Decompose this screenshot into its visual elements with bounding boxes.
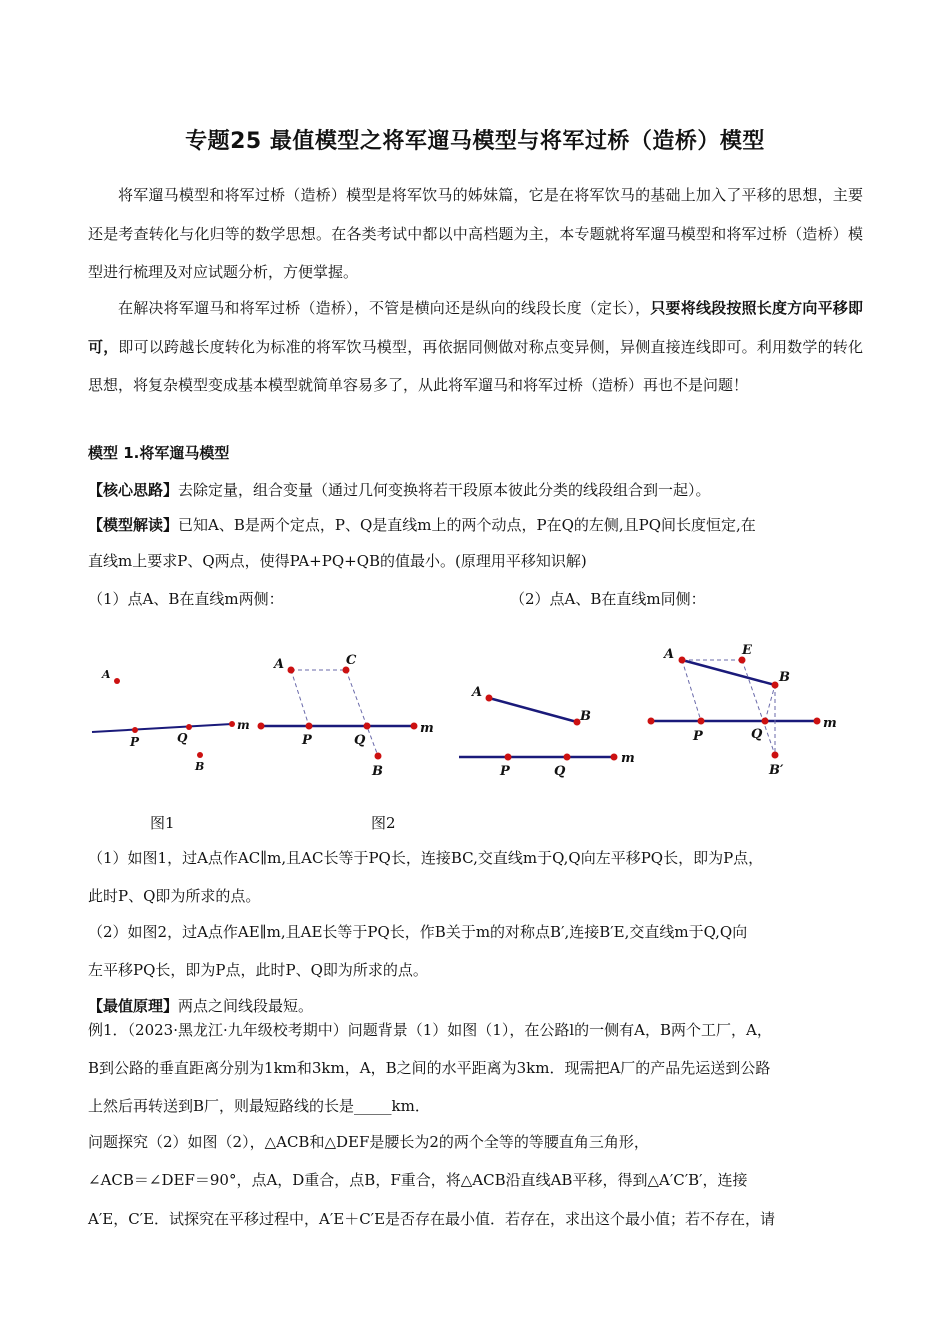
case2-label: （2）点A、B在直线m同侧：	[510, 590, 706, 608]
fig2b-point-p	[698, 718, 705, 725]
fig2b-point-q	[762, 718, 769, 725]
fig2b-label-p: P	[693, 729, 703, 744]
fig1a-label-q: Q	[177, 731, 188, 745]
example-line6: A′E，C′E．试探究在平移过程中，A′E＋C′E是否存在最小值．若存在，求出这个最小值；若不存在，请	[88, 1210, 776, 1228]
model-figures	[0, 630, 950, 805]
fig2b-segment-ab	[682, 660, 775, 685]
principle-text: 两点之间线段最短。	[178, 997, 314, 1015]
model-interpretation-line1	[88, 513, 868, 537]
fig2a-label-m: m	[621, 751, 635, 766]
core-text: 去除定量，组合变量（通过几何变换将若干段原本彼此分类的线段组合到一起）。	[178, 481, 711, 499]
fig2a-point-p	[505, 754, 512, 761]
intro-p2-text-a: 在解决将军遛马和将军过桥（造桥），不管是横向还是纵向的线段长度（定长），	[118, 299, 651, 317]
fig1a-label-b: B	[195, 760, 205, 773]
intro-paragraph-2	[88, 289, 863, 405]
fig1a-point-m	[229, 721, 235, 727]
example-line3: 上然后再转送到B厂，则最短路线的长是_____km．	[88, 1097, 430, 1115]
solution1-line2: 此时P、Q即为所求的点。	[88, 887, 261, 905]
fig1b-label-c: C	[346, 653, 357, 668]
fig1b-point-p	[306, 723, 313, 730]
fig2a-label-p: P	[500, 764, 510, 779]
fig1a-point-p	[132, 727, 138, 733]
core-idea	[88, 478, 868, 502]
solution2-line2: 左平移PQ长，即为P点，此时P、Q即为所求的点。	[88, 961, 428, 979]
fig1a-point-a	[114, 678, 120, 684]
example-line1: 例1．（2023·黑龙江·九年级校考期中）问题背景（1）如图（1），在公路l的一侧有A，B两个工厂，A，	[88, 1021, 772, 1039]
principle-label: 【最值原理】	[88, 997, 179, 1015]
fig1b-label-p: P	[302, 733, 312, 748]
fig2b-label-bprime: B′	[769, 763, 784, 778]
fig2a-segment-ab	[489, 698, 577, 722]
fig1-caption: 图1	[150, 814, 175, 832]
fig2b-dash-ap	[682, 660, 701, 721]
intro-p2-bold: 只要将线段按照长度方向平移即可，	[88, 299, 863, 356]
fig1a-label-m: m	[237, 718, 250, 732]
fig1b-point-left	[258, 723, 265, 730]
case1-label: （1）点A、B在直线m两侧：	[88, 590, 284, 608]
fig1b-point-m	[411, 723, 418, 730]
fig1a-point-q	[186, 724, 192, 730]
example-line4: 问题探究（2）如图（2），△ACB和△DEF是腰长为2的两个全等的等腰直角三角形，	[88, 1133, 649, 1151]
fig2a-point-a	[486, 695, 493, 702]
solution2-line1: （2）如图2，过A点作AE∥m,且AE长等于PQ长，作B关于m的对称点B′,连接B′E,交直线m于Q,Q向	[88, 923, 748, 941]
solution1-line1: （1）如图1，过A点作AC∥m,且AC长等于PQ长，连接BC,交直线m于Q,Q向左平移PQ长，即为P点，	[88, 849, 764, 867]
fig2b-point-a	[679, 657, 686, 664]
fig1b-point-q	[364, 723, 371, 730]
fig2a-label-a: A	[472, 685, 483, 700]
interp-line1: 已知A、B是两个定点，P、Q是直线m上的两个动点，P在Q的左侧,且PQ间长度恒定,在	[178, 516, 756, 534]
fig1b-label-q: Q	[354, 733, 366, 748]
fig2b-label-e: E	[742, 643, 752, 658]
fig2a-point-m	[611, 754, 618, 761]
fig2b-point-m	[814, 718, 821, 725]
fig1b-label-m: m	[420, 721, 434, 736]
fig2b-label-a: A	[664, 647, 675, 662]
principle	[88, 994, 868, 1018]
intro-paragraph-1: 将军遛马模型和将军过桥（造桥）模型是将军饮马的姊妹篇，它是在将军饮马的基础上加入了平移的思想，主要还是考查转化与化归等的数学思想。在各类考试中都以中高档题为主，本专题就将军遛马模型和将军过桥（造桥）模型进行梳理及对应试题分析，方便掌握。	[88, 186, 863, 281]
fig1b-label-b: B	[372, 764, 383, 779]
example-line2: B到公路的垂直距离分别为1km和3km，A，B之间的水平距离为3km．现需把A厂的产品先运送到公路	[88, 1059, 771, 1077]
fig2b-point-b	[772, 682, 779, 689]
example-line5: ∠ACB＝∠DEF＝90°，点A，D重合，点B，F重合，将△ACB沿直线AB平移，得到△A′C′B′，连接	[88, 1171, 748, 1189]
fig2b-label-q: Q	[751, 727, 763, 742]
model1-heading: 模型 1.将军遛马模型	[88, 444, 230, 462]
fig1a-point-b	[197, 752, 203, 758]
fig1a-label-p: P	[130, 735, 140, 749]
fig2b-label-b: B	[779, 670, 790, 685]
fig2b-label-m: m	[823, 716, 837, 731]
fig1b-point-a	[288, 667, 295, 674]
fig1b-dash-ap	[291, 670, 309, 726]
page-title: 专题25 最值模型之将军遛马模型与将军过桥（造桥）模型	[185, 129, 765, 154]
fig2a-label-b: B	[580, 709, 591, 724]
fig1a-label-a: A	[102, 668, 111, 681]
interp-label: 【模型解读】	[88, 516, 179, 534]
fig1a-line-m	[92, 724, 232, 732]
fig2b-point-left	[648, 718, 655, 725]
fig2a-label-q: Q	[554, 764, 566, 779]
fig1b-label-a: A	[274, 657, 285, 672]
fig2-caption: 图2	[371, 814, 396, 832]
core-label: 【核心思路】	[88, 481, 179, 499]
fig2a-point-q	[564, 754, 571, 761]
intro-p2-text-b: 即可以跨越长度转化为标准的将军饮马模型，再依据同侧做对称点变异侧，异侧直接连线即可。利用数学的转化思想，将复杂模型变成基本模型就简单容易多了，从此将军遛马和将军过桥（造桥）再也不是问题！	[88, 337, 863, 394]
fig2b-dash-qb	[765, 685, 775, 721]
model-interpretation-line2: 直线m上要求P、Q两点，使得PA+PQ+QB的值最小。(原理用平移知识解)	[88, 552, 587, 570]
fig1b-point-b	[375, 753, 382, 760]
fig2b-point-bprime	[772, 752, 779, 759]
